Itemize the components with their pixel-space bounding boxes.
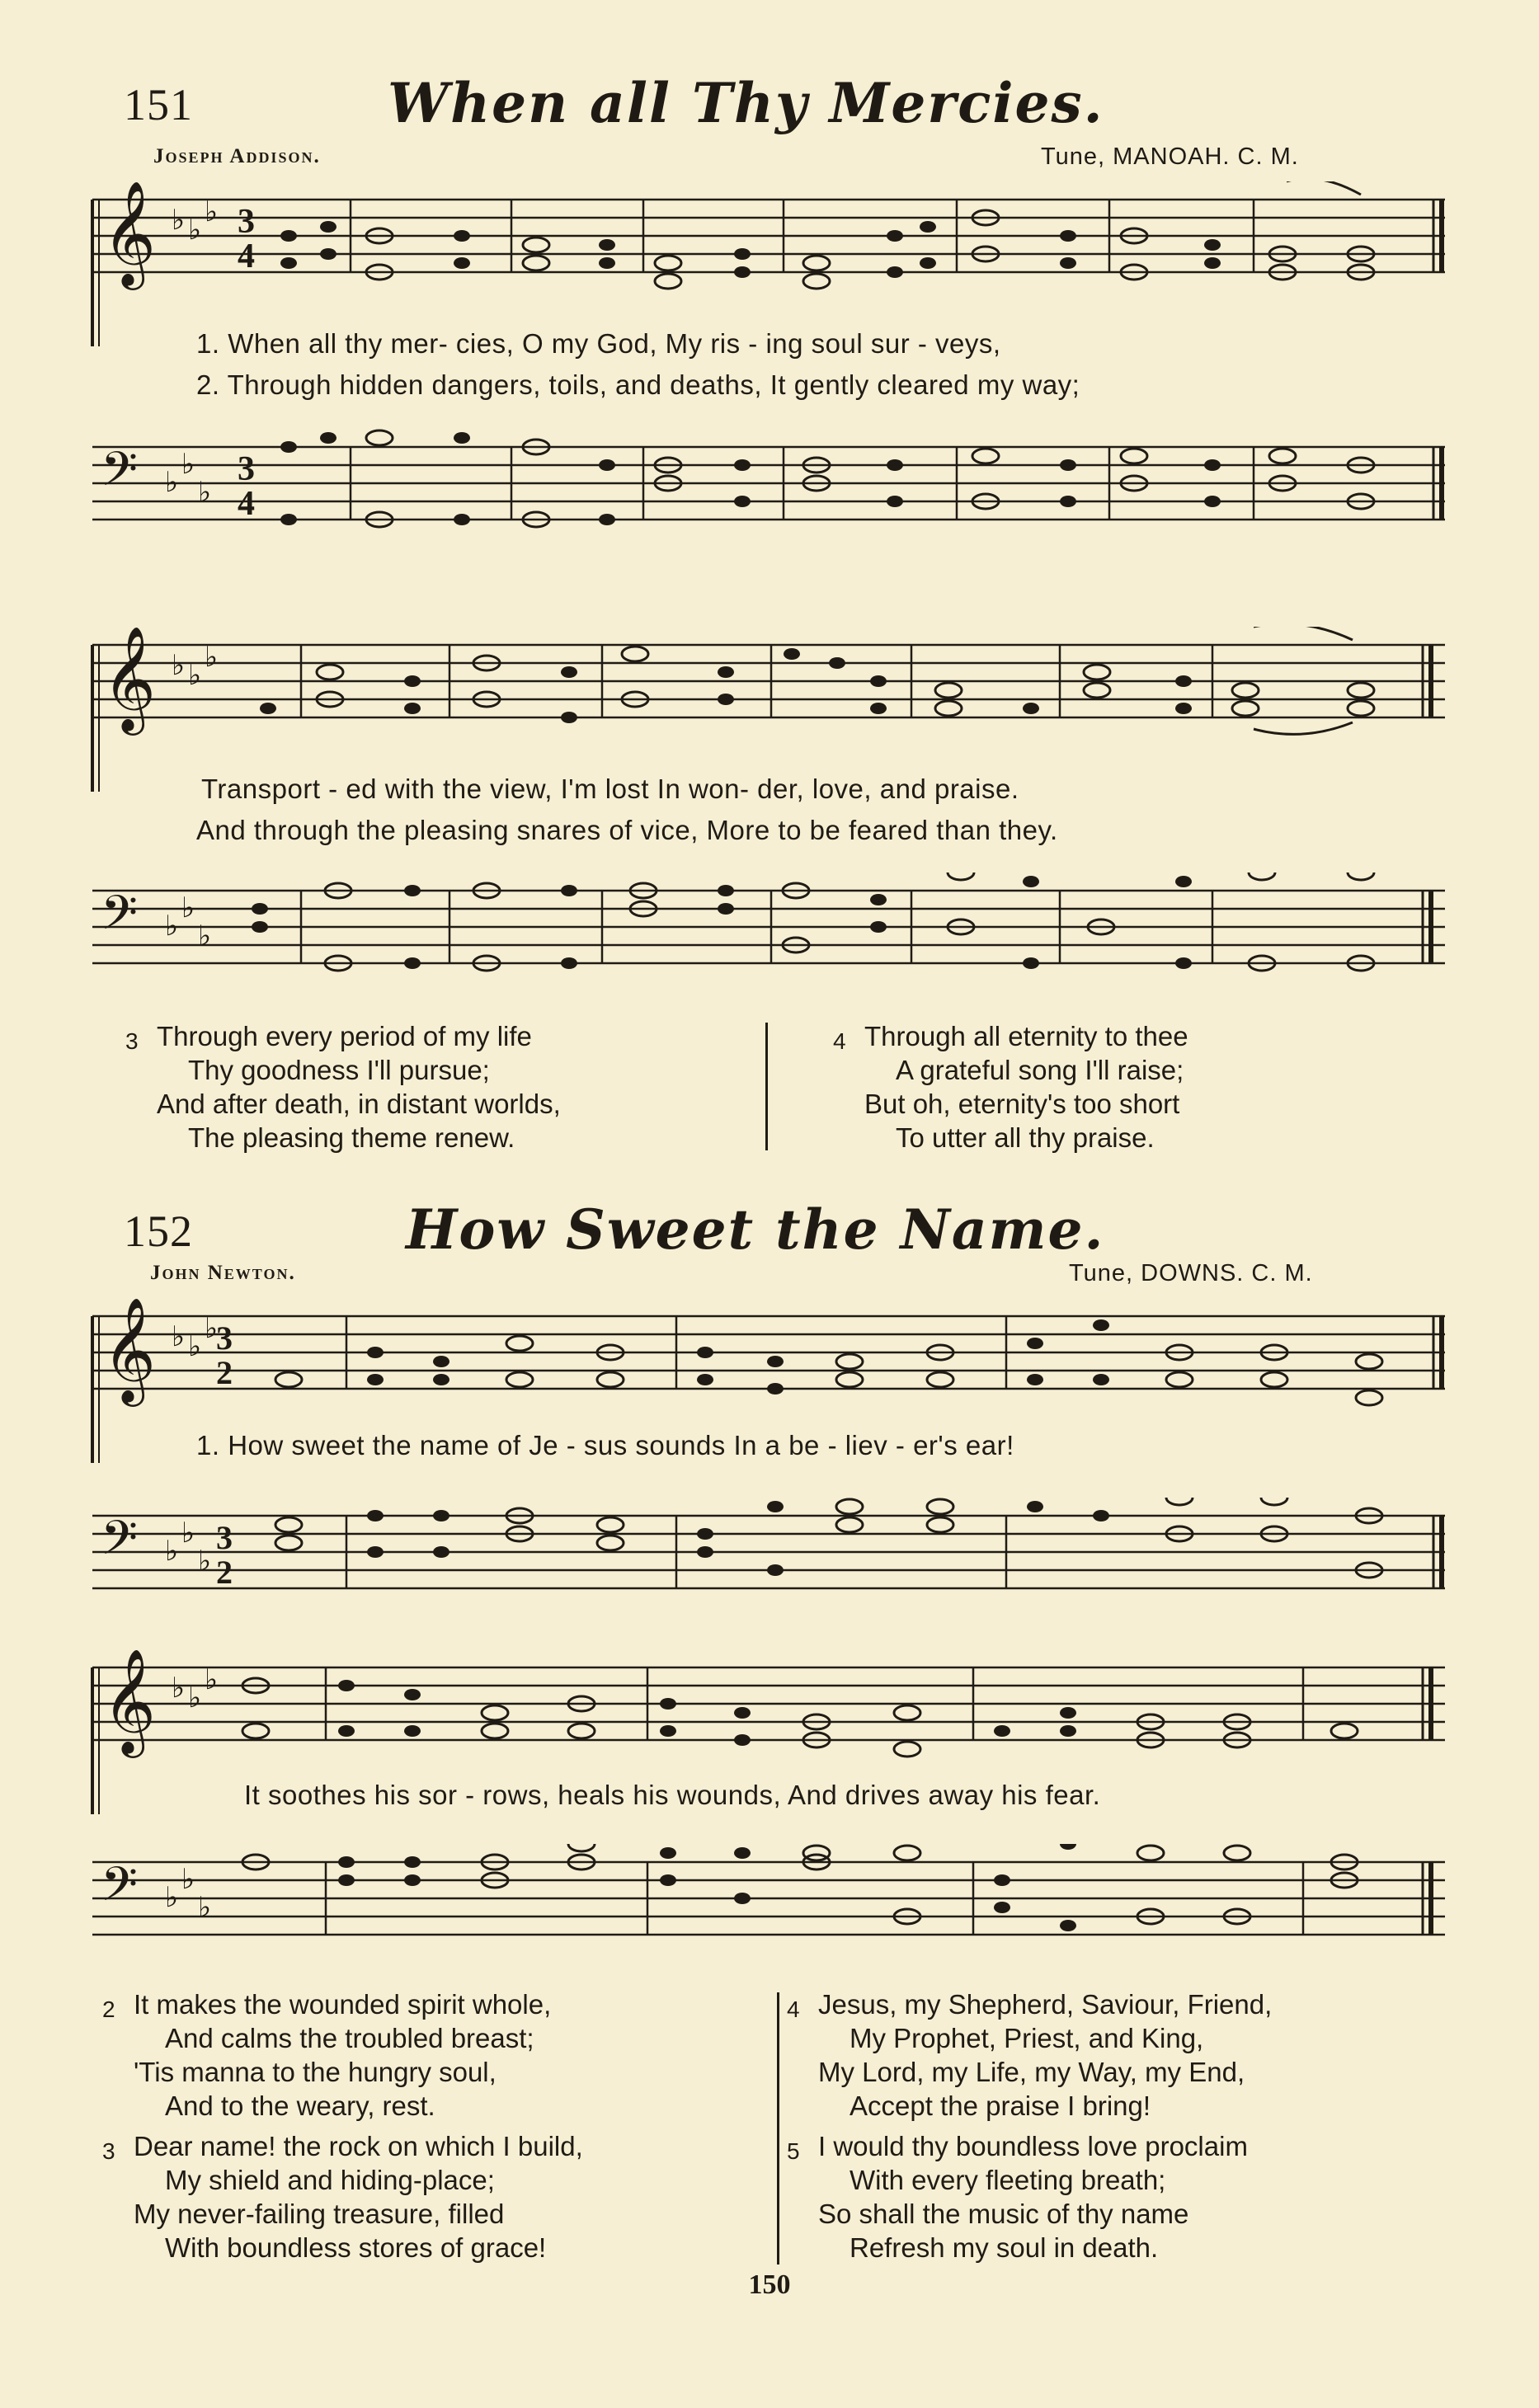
author: John Newton. — [150, 1262, 296, 1284]
stanza-line: My shield and hiding-place; — [165, 2165, 495, 2195]
stanza-line: Through all eternity to thee — [864, 1021, 1188, 1051]
tune-name: Tune, MANOAH. C. M. — [1041, 143, 1299, 170]
svg-text:♭: ♭ — [205, 641, 219, 674]
svg-text:2: 2 — [216, 1354, 233, 1391]
stanza-line: So shall the music of thy name — [818, 2199, 1189, 2229]
svg-text:𝄢: 𝄢 — [101, 885, 139, 952]
stanza-line: But oh, eternity's too short — [864, 1089, 1180, 1119]
hymn-title: When all Thy Mercies. — [388, 71, 1104, 135]
stanza-line: To utter all thy praise. — [896, 1122, 1155, 1153]
svg-text:♭: ♭ — [165, 466, 179, 499]
stanza-line: Jesus, my Shepherd, Saviour, Friend, — [818, 1989, 1273, 2020]
svg-text:3: 3 — [238, 450, 255, 488]
music-staff-treble — [0, 627, 1539, 792]
stanza-number: 3 — [125, 1028, 139, 1054]
svg-text:4: 4 — [238, 485, 255, 523]
stanza-line: Dear name! the rock on which I build, — [134, 2131, 583, 2161]
music-staff-bass — [0, 1498, 1539, 1663]
stanza — [125, 1019, 760, 1155]
svg-text:♭: ♭ — [198, 1891, 212, 1924]
svg-text:♭: ♭ — [188, 1681, 202, 1714]
lyric-line: Transport - ed with the view, I'm lost In won- der, love, and praise. — [201, 774, 1019, 804]
stanza — [787, 1987, 1447, 2123]
stanza — [833, 1019, 1460, 1155]
stanza-line: And after death, in distant worlds, — [157, 1089, 561, 1119]
hymn-title: How Sweet the Name. — [406, 1197, 1105, 1262]
stanza-line: Thy goodness I'll pursue; — [188, 1055, 490, 1085]
stanza-line: With boundless stores of grace! — [165, 2232, 547, 2263]
svg-text:♭: ♭ — [165, 910, 179, 943]
svg-text:♭: ♭ — [205, 1663, 219, 1696]
music-staff-bass — [0, 1844, 1539, 2009]
stanza-column — [125, 1019, 760, 1161]
music-staff-treble — [0, 181, 1539, 346]
svg-text:♭: ♭ — [198, 476, 212, 509]
stanza-line: Through every period of my life — [157, 1021, 532, 1051]
svg-text:♭: ♭ — [188, 659, 202, 692]
stanza-line: And to the weary, rest. — [165, 2091, 435, 2121]
svg-text:♭: ♭ — [188, 214, 202, 247]
svg-text:♭: ♭ — [188, 1330, 202, 1363]
stanza-line: I would thy boundless love proclaim — [818, 2131, 1248, 2161]
stanza-line: My never-failing treasure, filled — [134, 2199, 505, 2229]
stanza-number: 2 — [102, 1996, 115, 2022]
music-staff-bass — [0, 429, 1539, 594]
stanza-line: With every fleeting breath; — [850, 2165, 1166, 2195]
column-divider — [765, 1023, 768, 1150]
tune-name: Tune, DOWNS. C. M. — [1069, 1260, 1313, 1286]
svg-text:4: 4 — [238, 238, 255, 275]
stanza — [102, 2129, 779, 2265]
svg-text:𝄢: 𝄢 — [101, 441, 139, 509]
svg-text:♭: ♭ — [172, 1320, 186, 1353]
svg-text:♭: ♭ — [205, 195, 219, 228]
svg-text:♭: ♭ — [181, 448, 195, 481]
svg-text:♭: ♭ — [181, 1517, 195, 1550]
svg-text:♭: ♭ — [165, 1535, 179, 1568]
svg-text:2: 2 — [216, 1554, 233, 1591]
stanza-number: 5 — [787, 2138, 800, 2164]
svg-text:♭: ♭ — [172, 1672, 186, 1705]
lyric-line: 1. How sweet the name of Je - sus sounds In a be - liev - er's ear! — [196, 1430, 1014, 1460]
column-divider — [777, 1992, 779, 2265]
music-staff-bass — [0, 872, 1539, 1037]
author: Joseph Addison. — [153, 145, 321, 167]
lyric-line: It soothes his sor - rows, heals his wounds, And drives away his fear. — [244, 1780, 1101, 1810]
hymn-number: 151 — [124, 80, 193, 129]
stanza-line: It makes the wounded spirit whole, — [134, 1989, 552, 2020]
svg-text:3: 3 — [216, 1319, 233, 1357]
hymn-number: 152 — [124, 1206, 193, 1256]
stanza-line: 'Tis manna to the hungry soul, — [134, 2057, 497, 2087]
svg-text:3: 3 — [238, 203, 255, 241]
stanza-column — [833, 1019, 1460, 1161]
stanza — [787, 2129, 1447, 2265]
svg-text:♭: ♭ — [165, 1881, 179, 1914]
lyric-line: 2. Through hidden dangers, toils, and deaths, It gently cleared my way; — [196, 369, 1080, 400]
svg-text:♭: ♭ — [181, 1863, 195, 1896]
stanza-line: A grateful song I'll raise; — [896, 1055, 1184, 1085]
stanza-number: 4 — [787, 1996, 800, 2022]
stanza-number: 3 — [102, 2138, 115, 2164]
svg-text:𝄞: 𝄞 — [102, 627, 157, 731]
svg-text:♭: ♭ — [172, 204, 186, 237]
stanza-line: Refresh my soul in death. — [850, 2232, 1159, 2263]
lyric-line: And through the pleasing snares of vice, More to be feared than they. — [196, 815, 1058, 845]
stanza-number: 4 — [833, 1028, 846, 1054]
svg-text:♭: ♭ — [198, 1545, 212, 1578]
svg-text:𝄢: 𝄢 — [101, 1856, 139, 1924]
stanza-line: Accept the praise I bring! — [850, 2091, 1151, 2121]
stanza-column — [787, 1987, 1447, 2271]
svg-text:𝄞: 𝄞 — [102, 181, 157, 285]
svg-text:𝄢: 𝄢 — [101, 1510, 139, 1578]
svg-text:♭: ♭ — [205, 1312, 219, 1345]
svg-text:3: 3 — [216, 1519, 233, 1556]
stanza-line: And calms the troubled breast; — [165, 2023, 534, 2053]
svg-text:♭: ♭ — [198, 919, 212, 952]
lyric-line: 1. When all thy mer- cies, O my God, My ris - ing soul sur - veys, — [196, 328, 1001, 359]
stanza-line: My Lord, my Life, my Way, my End, — [818, 2057, 1245, 2087]
svg-text:𝄞: 𝄞 — [102, 1298, 157, 1402]
page-number: 150 — [748, 2269, 791, 2300]
svg-text:𝄞: 𝄞 — [102, 1649, 157, 1753]
stanza-line: The pleasing theme renew. — [188, 1122, 515, 1153]
svg-text:♭: ♭ — [181, 891, 195, 924]
stanza-line: My Prophet, Priest, and King, — [850, 2023, 1204, 2053]
svg-text:♭: ♭ — [172, 649, 186, 682]
stanza-column — [102, 1987, 779, 2271]
stanza — [102, 1987, 779, 2123]
